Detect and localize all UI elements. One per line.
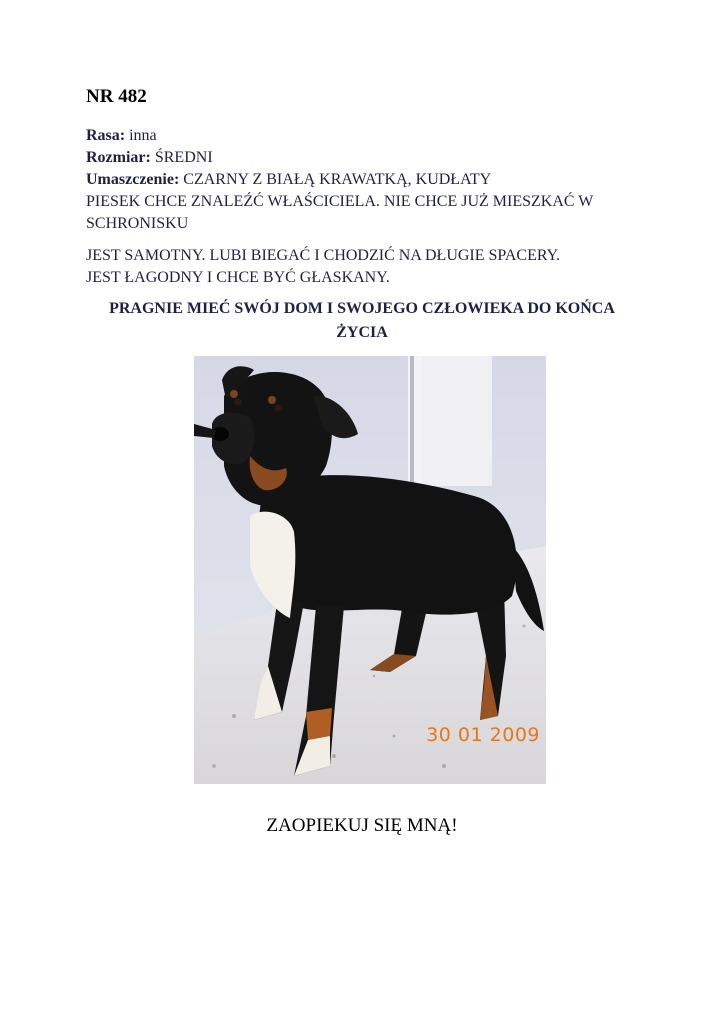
- photo-date-stamp: 30 01 2009: [426, 724, 540, 746]
- dog-photo: [194, 356, 546, 784]
- size-row: [86, 147, 646, 169]
- info-line-1: PIESEK CHCE ZNALEŹĆ WŁAŚCICIELA. NIE CHCE JUŻ MIESZKAĆ W: [86, 193, 594, 210]
- dog-photo-illustration: [194, 356, 546, 784]
- slogan-line-2: ŻYCIA: [336, 324, 388, 341]
- slogan: [80, 297, 644, 345]
- size-label: Rozmiar:: [86, 149, 151, 166]
- info-line-2: SCHRONISKU: [86, 215, 189, 232]
- slogan-line-1: PRAGNIE MIEĆ SWÓJ DOM I SWOJEGO CZŁOWIEKA DO KOŃCA: [109, 300, 615, 317]
- size-value: ŚREDNI: [154, 149, 213, 166]
- page-title: NR 482: [86, 86, 147, 107]
- breed-row: [86, 125, 646, 147]
- breed-value: inna: [129, 127, 157, 144]
- description-line-2: JEST ŁAGODNY I CHCE BYĆ GŁASKANY.: [86, 269, 390, 286]
- color-label: Umaszczenie:: [86, 171, 180, 188]
- color-row: [86, 169, 646, 191]
- dog-info: [86, 125, 646, 235]
- breed-label: Rasa:: [86, 127, 126, 144]
- dog-description: [86, 245, 646, 289]
- color-value: CZARNY Z BIAŁĄ KRAWATKĄ, KUDŁATY: [183, 171, 492, 188]
- description-line-1: JEST SAMOTNY. LUBI BIEGAĆ I CHODZIĆ NA DŁUGIE SPACERY.: [86, 247, 561, 264]
- footer-call-to-action: ZAOPIEKUJ SIĘ MNĄ!: [266, 815, 458, 836]
